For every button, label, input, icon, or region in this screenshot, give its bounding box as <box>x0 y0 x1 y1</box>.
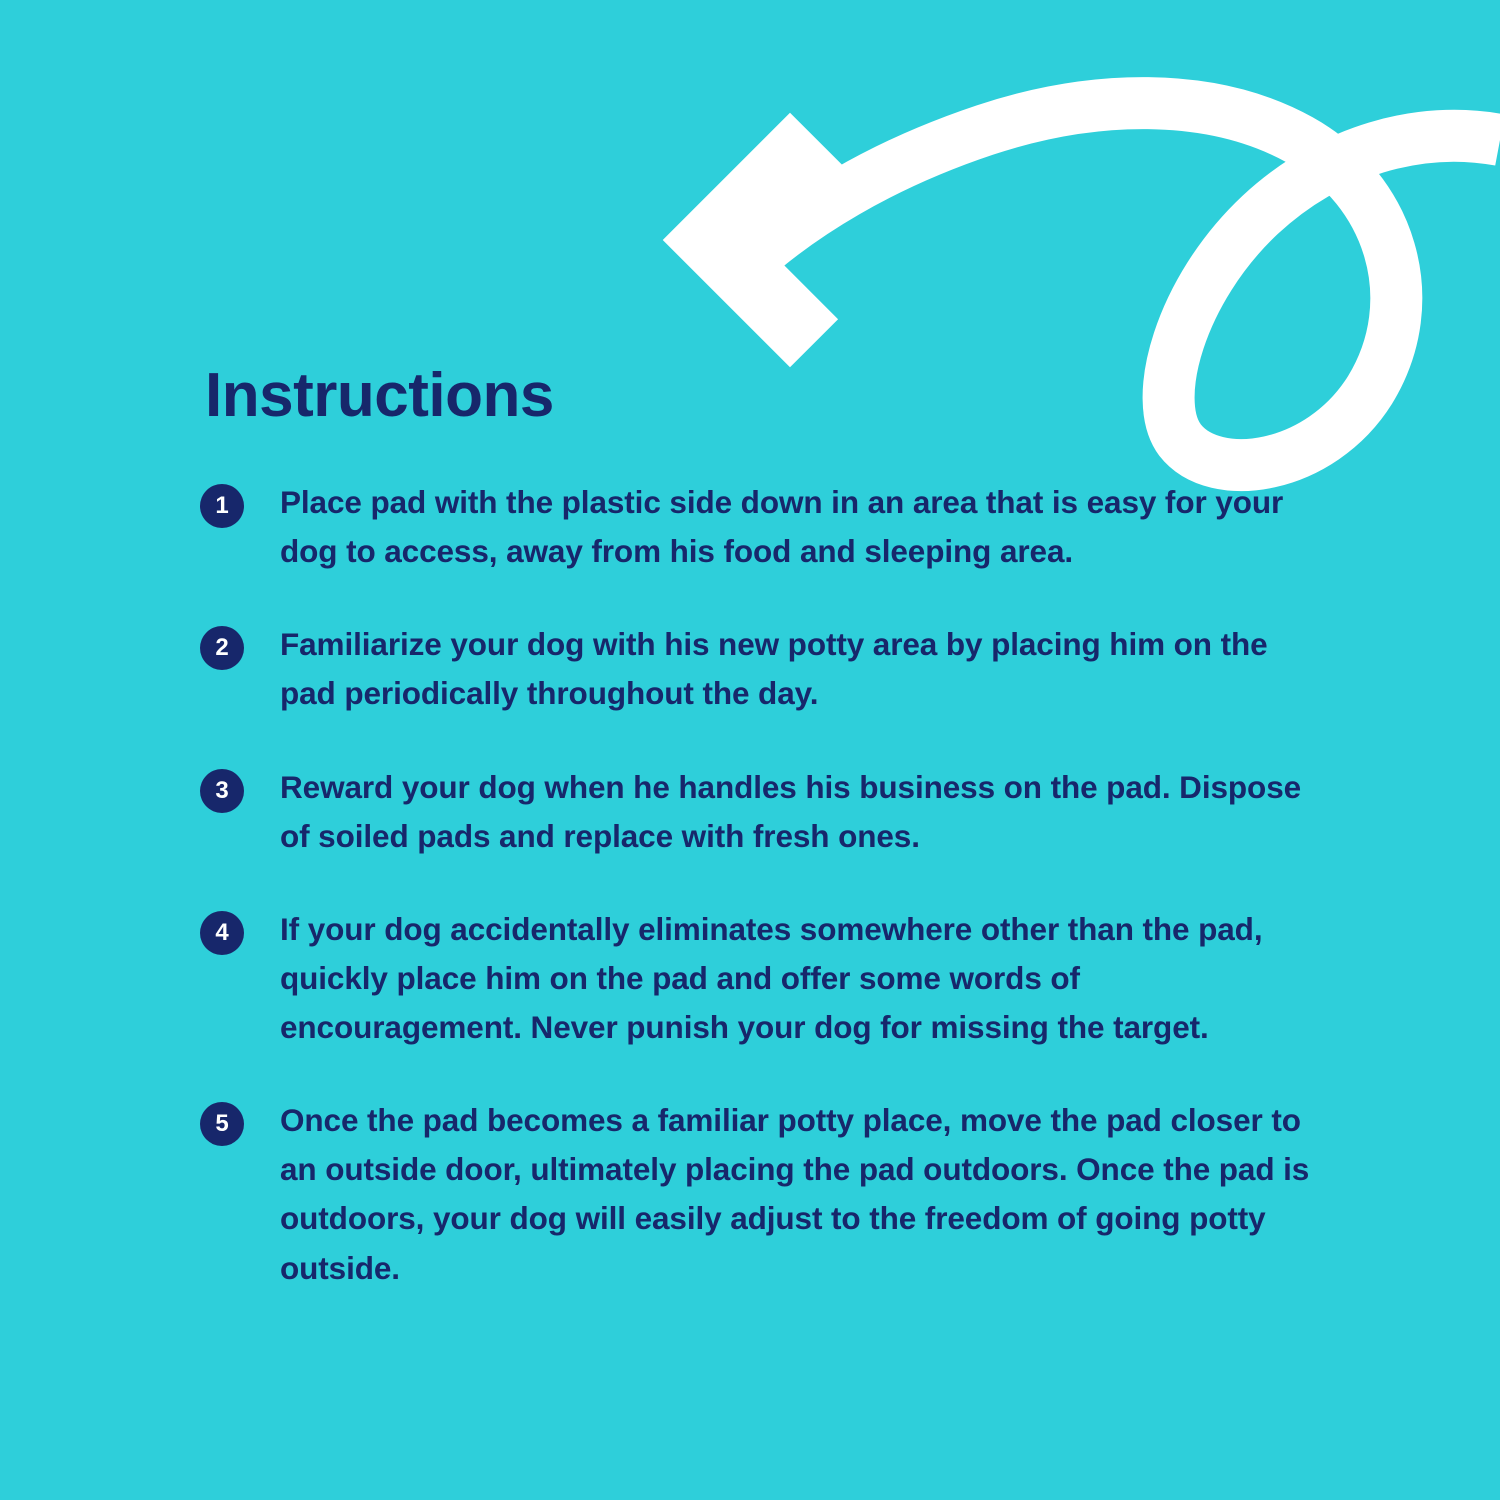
page-title: Instructions <box>205 361 554 430</box>
step-number-badge: 1 <box>200 484 244 528</box>
step-text: Once the pad becomes a familiar potty place, move the pad closer to an outside door, ultimately placing the pad outdoors. Once the pad is outdoors, your dog will easily adjust to the freedom of going potty outside. <box>280 1102 1310 1286</box>
list-item <box>200 620 1330 718</box>
step-number-badge: 5 <box>200 1102 244 1146</box>
step-text: Reward your dog when he handles his business on the pad. Dispose of soiled pads and replace with fresh ones. <box>280 768 1302 854</box>
step-number-badge: 4 <box>200 911 244 955</box>
list-item <box>200 1096 1330 1293</box>
step-text: Place pad with the plastic side down in an area that is easy for your dog to access, away from his food and sleeping area. <box>280 484 1284 570</box>
step-text: If your dog accidentally eliminates somewhere other than the pad, quickly place him on the pad and offer some words of encouragement. Never punish your dog for missing the target. <box>280 910 1263 1045</box>
step-number-badge: 3 <box>200 769 244 813</box>
instructions-list <box>200 478 1330 1293</box>
step-text: Familiarize your dog with his new potty area by placing him on the pad periodically throughout the day. <box>280 626 1268 712</box>
list-item <box>200 905 1330 1052</box>
list-item <box>200 478 1330 576</box>
step-number-badge: 2 <box>200 626 244 670</box>
list-item <box>200 763 1330 861</box>
